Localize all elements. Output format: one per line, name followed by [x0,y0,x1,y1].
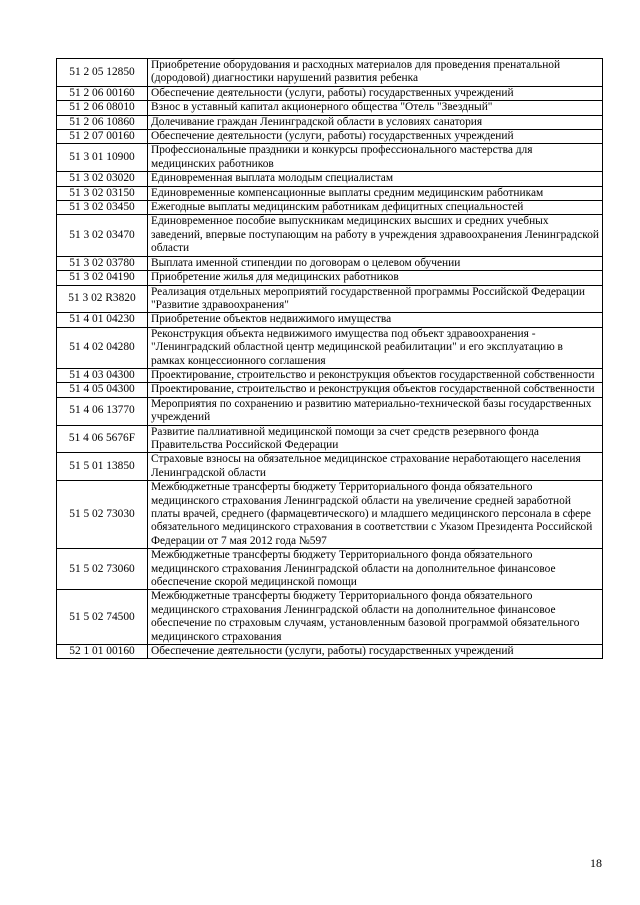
budget-code-cell: 51 2 06 08010 [57,101,148,115]
budget-code-cell: 51 2 05 12850 [57,59,148,87]
table-row [57,59,603,87]
budget-code-cell: 51 2 06 00160 [57,86,148,100]
description-cell: Межбюджетные трансферты бюджету Территориального фонда обязательного медицинского страхования Ленинградской области на увеличение средней заработной платы врачей, среднего (фармацевтического) и младшего медицинского персонала в сфере обязательного медицинского страхования в соответствии с Указом Президента Российской Федерации от 7 мая 2012 года №597 [148,481,603,549]
table-row [57,453,603,481]
description-cell: Ежегодные выплаты медицинским работникам дефицитных специальностей [148,201,603,215]
table-row [57,645,603,659]
table-row [57,397,603,425]
description-cell: Проектирование, строительство и реконструкция объектов государственной собственности [148,383,603,397]
table-row [57,172,603,186]
budget-code-cell: 51 4 01 04230 [57,313,148,327]
description-cell: Профессиональные праздники и конкурсы профессионального мастерства для медицинских работников [148,144,603,172]
table-row [57,368,603,382]
budget-code-cell: 51 5 02 74500 [57,590,148,645]
description-cell: Долечивание граждан Ленинградской области в условиях санатория [148,115,603,129]
page-number: 18 [590,856,602,870]
description-cell: Обеспечение деятельности (услуги, работы) государственных учреждений [148,130,603,144]
table-row [57,101,603,115]
description-cell: Приобретение жилья для медицинских работников [148,271,603,285]
description-cell: Выплата именной стипендии по договорам о целевом обучении [148,256,603,270]
budget-code-cell: 51 4 02 04280 [57,327,148,368]
table-row [57,425,603,453]
table-row [57,215,603,256]
budget-code-cell: 51 3 02 03020 [57,172,148,186]
description-cell: Страховые взносы на обязательное медицинское страхование неработающего населения Ленинградской области [148,453,603,481]
budget-code-cell: 51 5 01 13850 [57,453,148,481]
table-row [57,201,603,215]
description-cell: Межбюджетные трансферты бюджету Территориального фонда обязательного медицинского страхования Ленинградской области на дополнительное финансовое обеспечение по страховым случаям, установленным базовой программой обязательного медицинского страхования [148,590,603,645]
table-row [57,144,603,172]
table-row [57,383,603,397]
budget-code-cell: 51 3 02 03780 [57,256,148,270]
budget-code-cell: 52 1 01 00160 [57,645,148,659]
budget-code-cell: 51 3 02 03150 [57,186,148,200]
table-row [57,256,603,270]
table-row [57,271,603,285]
budget-code-cell: 51 3 02 04190 [57,271,148,285]
budget-code-table [56,58,603,659]
table-row [57,313,603,327]
budget-code-cell: 51 3 02 03450 [57,201,148,215]
budget-code-cell: 51 3 01 10900 [57,144,148,172]
table-row [57,115,603,129]
description-cell: Приобретение оборудования и расходных материалов для проведения пренатальной (дородовой) диагностики нарушений развития ребенка [148,59,603,87]
description-cell: Взнос в уставный капитал акционерного общества "Отель "Звездный" [148,101,603,115]
table-row [57,590,603,645]
table-row [57,186,603,200]
table-row [57,130,603,144]
budget-code-cell: 51 5 02 73030 [57,481,148,549]
description-cell: Единовременное пособие выпускникам медицинских высших и средних учебных заведений, впервые поступающим на работу в учреждения здравоохранения Ленинградской области [148,215,603,256]
budget-code-cell: 51 4 05 04300 [57,383,148,397]
description-cell: Реконструкция объекта недвижимого имущества под объект здравоохранения - "Ленинградский областной центр медицинской реабилитации" и его эксплуатацию в рамках концессионного соглашения [148,327,603,368]
table-row [57,481,603,549]
table-row [57,285,603,313]
budget-code-cell: 51 3 02 R3820 [57,285,148,313]
description-cell: Межбюджетные трансферты бюджету Территориального фонда обязательного медицинского страхования Ленинградской области на дополнительное финансовое обеспечение скорой медицинской помощи [148,549,603,590]
description-cell: Обеспечение деятельности (услуги, работы) государственных учреждений [148,86,603,100]
description-cell: Реализация отдельных мероприятий государственной программы Российской Федерации "Развитие здравоохранения" [148,285,603,313]
description-cell: Приобретение объектов недвижимого имущества [148,313,603,327]
budget-code-cell: 51 4 06 13770 [57,397,148,425]
budget-code-cell: 51 2 07 00160 [57,130,148,144]
budget-code-cell: 51 5 02 73060 [57,549,148,590]
budget-code-cell: 51 4 03 04300 [57,368,148,382]
description-cell: Единовременная выплата молодым специалистам [148,172,603,186]
table-row [57,86,603,100]
description-cell: Проектирование, строительство и реконструкция объектов государственной собственности [148,368,603,382]
description-cell: Обеспечение деятельности (услуги, работы) государственных учреждений [148,645,603,659]
table-row [57,549,603,590]
table-body [57,59,603,659]
budget-code-cell: 51 2 06 10860 [57,115,148,129]
budget-code-cell: 51 4 06 5676F [57,425,148,453]
description-cell: Мероприятия по сохранению и развитию материально-технической базы государственных учреждений [148,397,603,425]
description-cell: Развитие паллиативной медицинской помощи за счет средств резервного фонда Правительства Российской Федерации [148,425,603,453]
budget-code-cell: 51 3 02 03470 [57,215,148,256]
table-row [57,327,603,368]
description-cell: Единовременные компенсационные выплаты средним медицинским работникам [148,186,603,200]
